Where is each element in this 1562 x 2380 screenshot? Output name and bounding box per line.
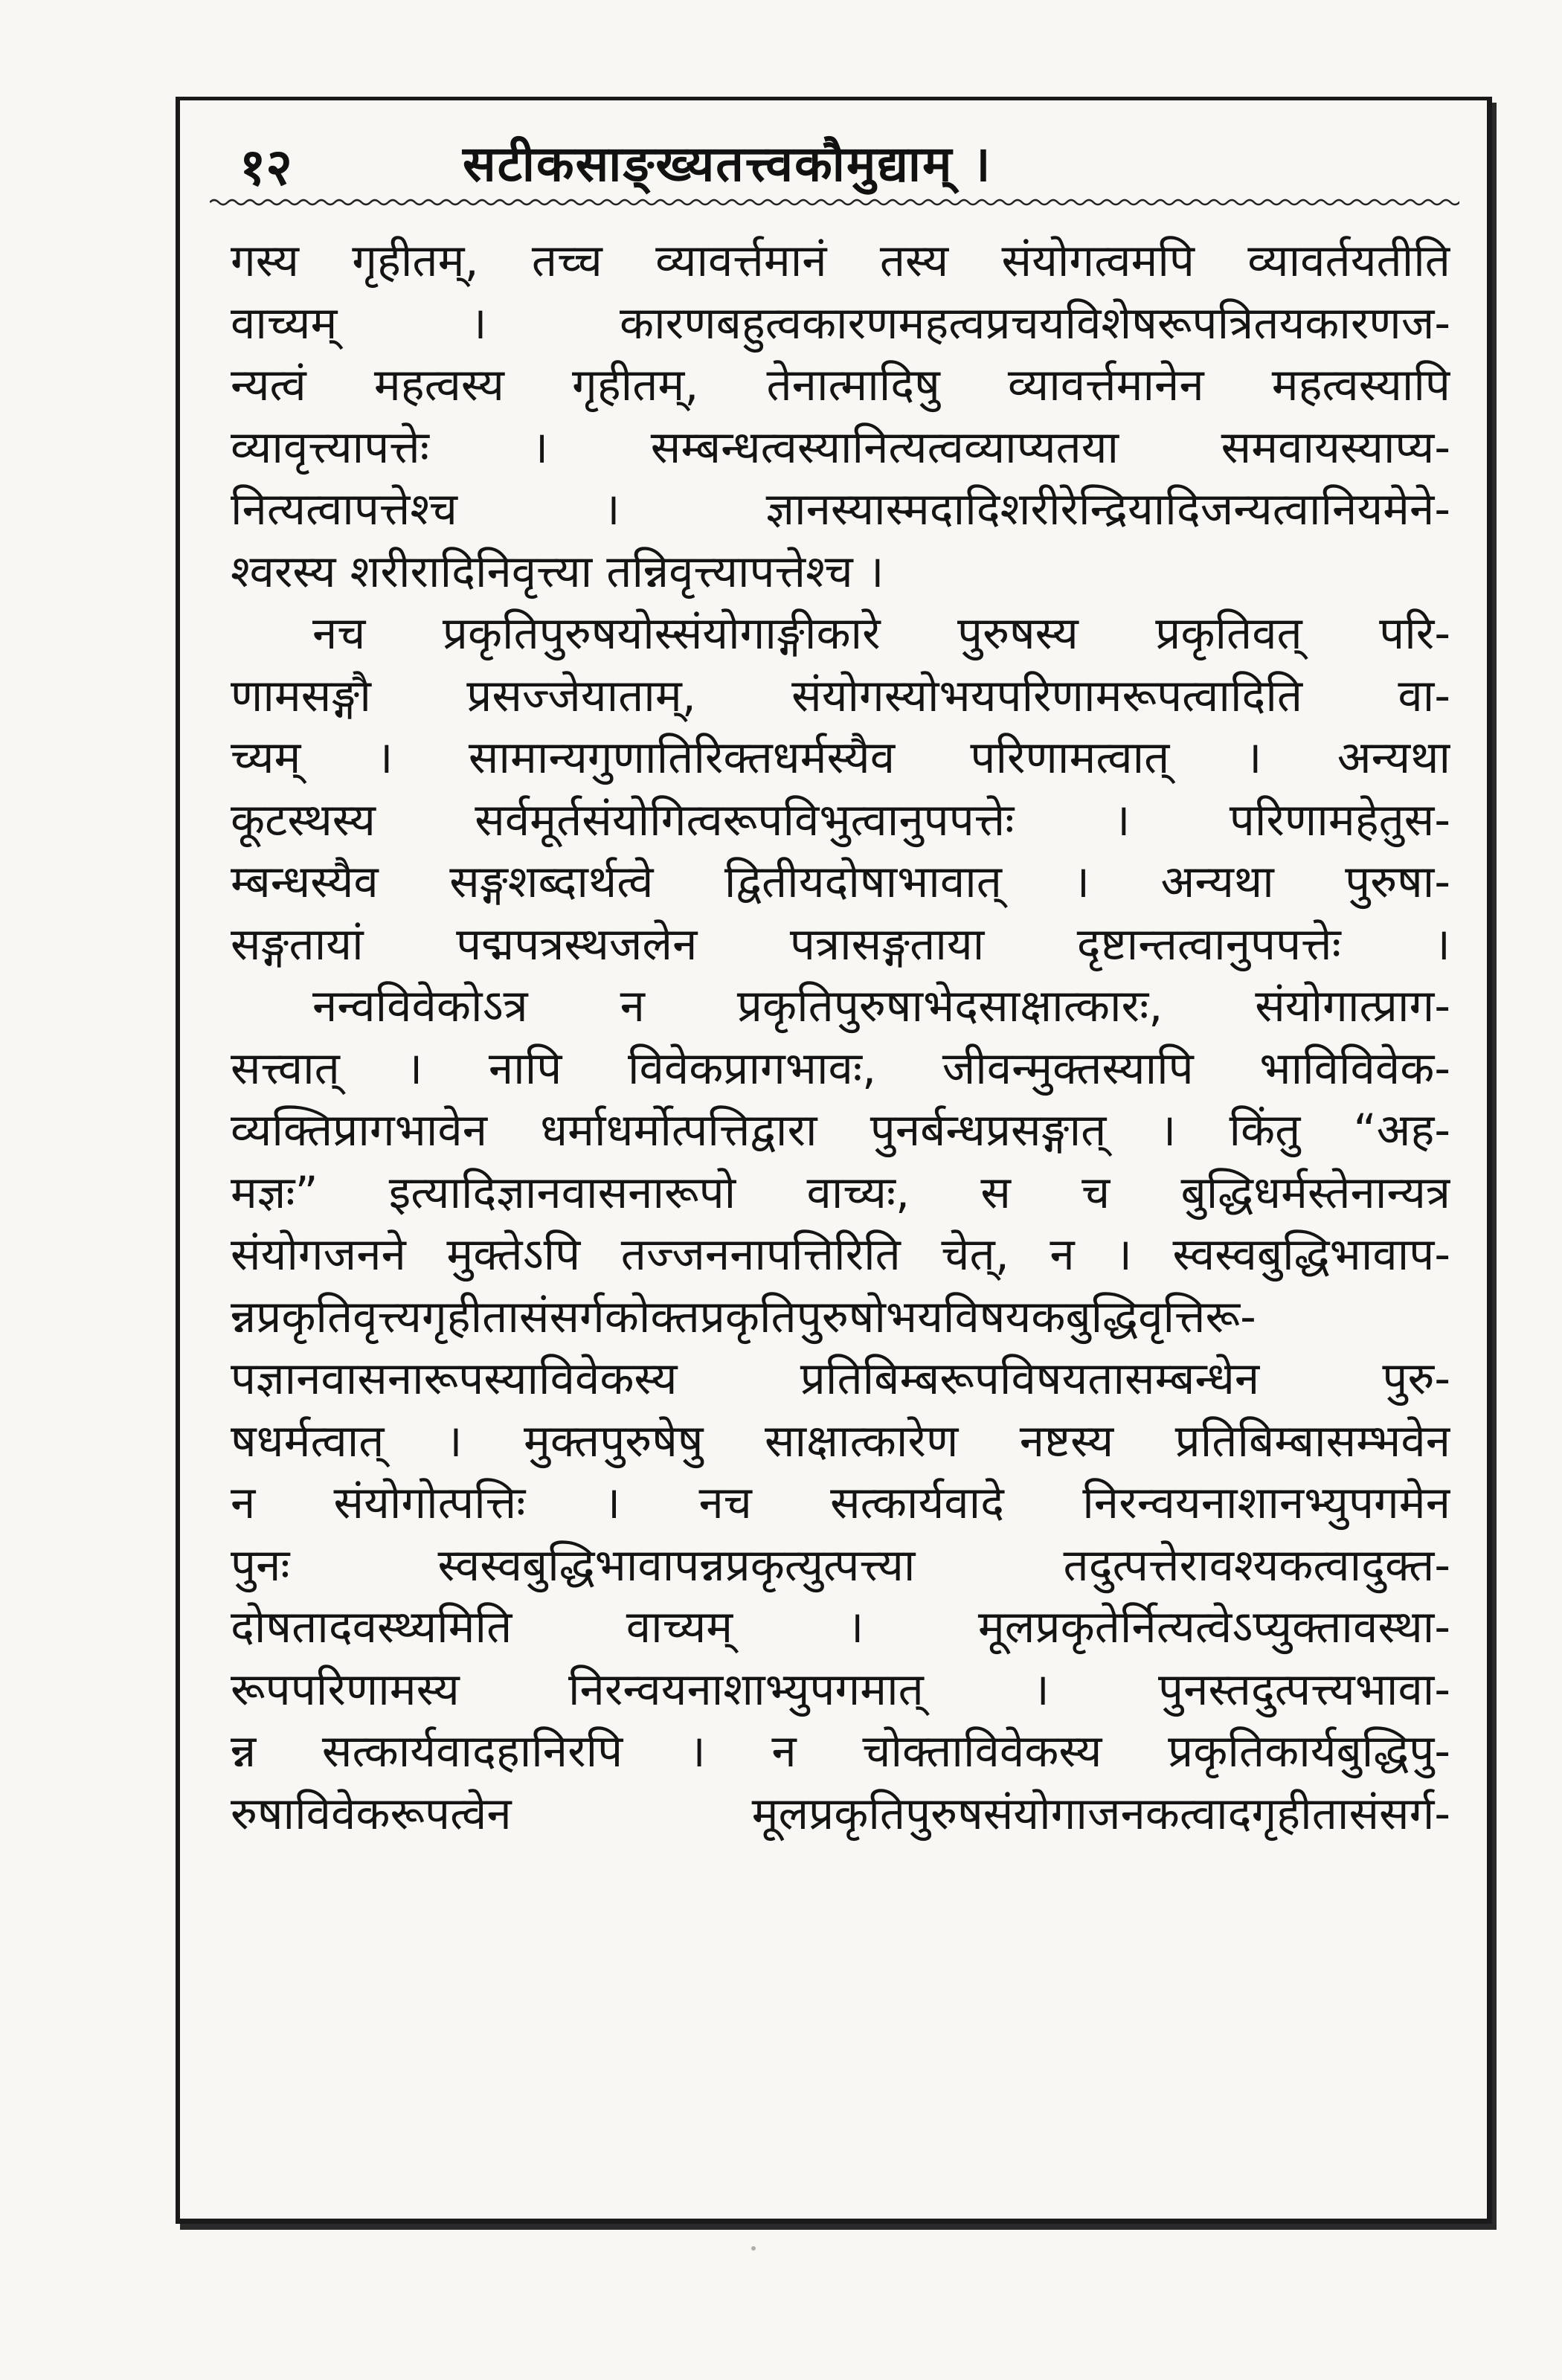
paper-speck [751,2246,756,2251]
text-line: णामसङ्गौ प्रसज्जेयाताम्, संयोगस्योभयपरिणामरूपत्वादिति वा- [231,669,1450,722]
page-header [180,121,1487,203]
text-line: सङ्गतायां पद्मपत्रस्थजलेन पत्रासङ्गताया दृष्टान्तत्वानुपपत्तेः । [231,918,1450,971]
text-line: दोषतादवस्थ्यमिति वाच्यम् । मूलप्रकृतेर्नित्यत्वेऽप्युक्तावस्था- [231,1601,1450,1653]
body-text [231,231,1450,1845]
text-line: षधर्मत्वात् । मुक्तपुरुषेषु साक्षात्कारेण नष्टस्य प्रतिबिम्बासम्भवेन [231,1415,1450,1467]
text-line: पुनः स्वस्वबुद्धिभावापन्नप्रकृत्युत्पत्त्या तदुत्पत्तेरावश्यकत्वादुक्त- [231,1539,1450,1592]
text-line: न संयोगोत्पत्तिः । नच सत्कार्यवादे निरन्वयनाशानभ्युपगमेन [231,1477,1450,1529]
text-line: च्यम् । सामान्यगुणातिरिक्तधर्मस्यैव परिणामत्वात् । अन्यथा [231,732,1450,784]
text-line: गस्य गृहीतम्, तच्च व्यावर्त्तमानं तस्य संयोगत्वमपि व्यावर्तयतीति [231,235,1450,287]
text-line: सत्त्वात् । नापि विवेकप्रागभावः, जीवन्मुक्तस्यापि भाविविवेक- [231,1042,1450,1095]
text-line: नित्यत्वापत्तेश्च । ज्ञानस्यास्मदादिशरीरेन्द्रियादिजन्यत्वानियमेने- [231,483,1450,536]
page-border-frame [176,97,1492,2224]
text-line: न्नप्रकृतिवृत्त्यगृहीतासंसर्गकोक्तप्रकृतिपुरुषोभयविषयकबुद्धिवृत्तिरू- [231,1290,1256,1343]
text-line: मज्ञः” इत्यादिज्ञानवासनारूपो वाच्यः, स च बुद्धिधर्मस्तेनान्यत्र [231,1166,1450,1219]
text-line: श्वरस्य शरीरादिनिवृत्त्या तन्निवृत्त्यापत्तेश्च । [231,545,884,598]
header-wavy-rule [210,196,1459,209]
text-line: रूपपरिणामस्य निरन्वयनाशाभ्युपगमात् । पुनस्तदुत्पत्त्यभावा- [231,1663,1450,1716]
text-line: म्बन्धस्यैव सङ्गशब्दार्थत्वे द्वितीयदोषाभावात् । अन्यथा पुरुषा- [231,856,1450,908]
text-line: वाच्यम् । कारणबहुत्वकारणमहत्वप्रचयविशेषरूपत्रितयकारणज- [231,297,1450,350]
text-line: व्यावृत्त्यापत्तेः । सम्बन्धत्वस्यानित्यत्वव्याप्यतया समवायस्याप्य- [231,421,1450,474]
text-line: कूटस्थस्य सर्वमूर्तसंयोगित्वरूपविभुत्वानुपपत्तेः । परिणामहेतुस- [231,794,1450,846]
text-line: नच प्रकृतिपुरुषयोस्संयोगाङ्गीकारे पुरुषस्य प्रकृतिवत् परि- [312,608,1450,660]
page-number: १२ [240,138,292,197]
text-line: व्यक्तिप्रागभावेन धर्माधर्मोत्पत्तिद्वारा पुनर्बन्धप्रसङ्गात् । किंतु “अह- [231,1104,1450,1157]
text-line: नन्वविवेकोऽत्र न प्रकृतिपुरुषाभेदसाक्षात्कारः, संयोगात्प्राग- [312,980,1450,1032]
text-line: न्यत्वं महत्वस्य गृहीतम्, तेनात्मादिषु व्यावर्त्तमानेन महत्वस्यापि [231,359,1450,411]
text-line: न्न सत्कार्यवादहानिरपि । न चोक्ताविवेकस्य प्रकृतिकार्यबुद्धिपु- [231,1726,1450,1778]
text-line: संयोगजनने मुक्तेऽपि तज्जननापत्तिरिति चेत्, न । स्वस्वबुद्धिभावाप- [231,1229,1450,1281]
running-title: सटीकसाङ्ख्यतत्त्वकौमुद्याम् । [463,135,992,193]
text-line: पज्ञानवासनारूपस्याविवेकस्य प्रतिबिम्बरूपविषयतासम्बन्धेन पुरु- [231,1353,1450,1405]
text-line: रुषाविवेकरूपत्वेन मूलप्रकृतिपुरुषसंयोगाजनकत्वादगृहीतासंसर्ग- [231,1787,1450,1840]
